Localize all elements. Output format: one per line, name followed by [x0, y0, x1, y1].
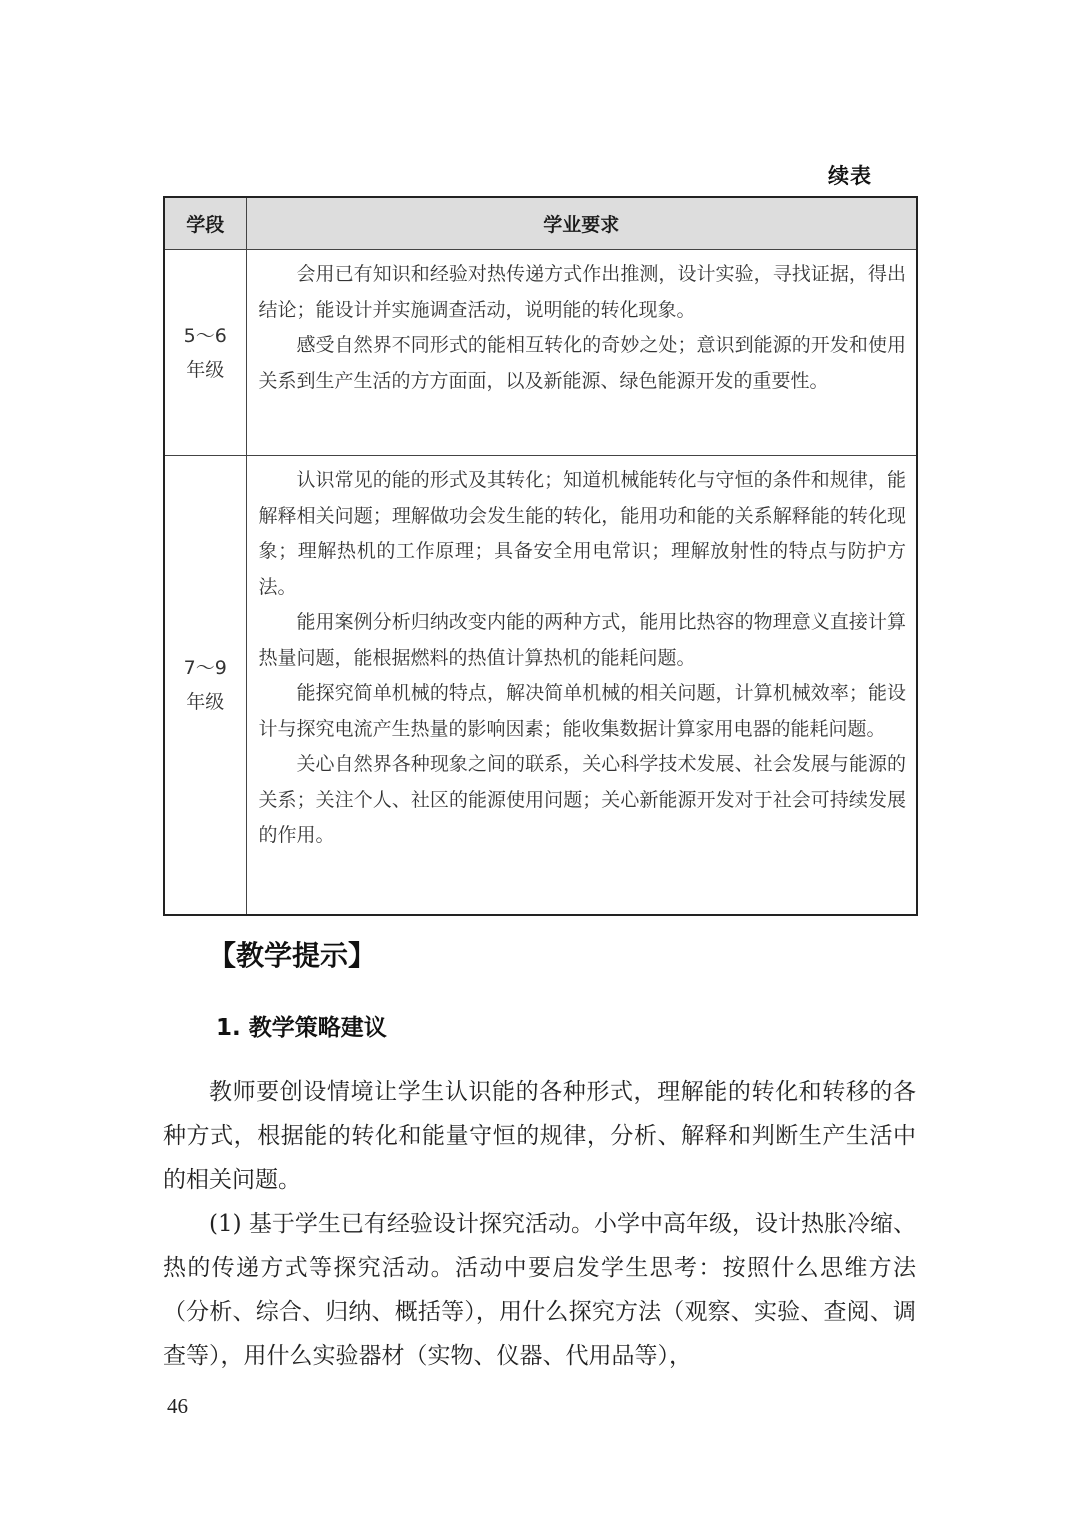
page-number: 46 — [167, 1394, 188, 1418]
body-paragraph: 教师要创设情境让学生认识能的各种形式，理解能的转化和转移的各种方式，根据能的转化和能量守恒的规律，分析、解释和判断生产生活中的相关问题。 — [163, 1079, 916, 1193]
stage-grade: 年级 — [186, 691, 225, 713]
requirement-paragraph: 关心自然界各种现象之间的联系，关心科学技术发展、社会发展与能源的关系；关注个人、社区的能源使用问题；关心新能源开发对于社会可持续发展的作用。 — [258, 753, 906, 846]
header-requirements: 学业要求 — [246, 197, 917, 250]
requirement-paragraph: 会用已有知识和经验对热传递方式作出推测，设计实验，寻找证据，得出结论；能设计并实施调查活动，说明能的转化现象。 — [258, 263, 906, 321]
subsection-title: 1. 教学策略建议 — [216, 1015, 387, 1041]
body-paragraph: (1) 基于学生已有经验设计探究活动。小学中高年级，设计热胀冷缩、热的传递方式等探究活动。活动中要启发学生思考：按照什么思维方法（分析、综合、归纳、概括等），用什么探究方法（观察、实验、查阅、调查等），用什么实验器材（实物、仪器、代用品等）， — [163, 1211, 916, 1369]
stage-cell — [164, 456, 246, 916]
table-row — [164, 456, 917, 916]
requirement-paragraph: 能探究简单机械的特点，解决简单机械的相关问题，计算机械效率；能设计与探究电流产生热量的影响因素；能收集数据计算家用电器的能耗问题。 — [258, 682, 906, 740]
stage-range: 5～6 — [183, 324, 227, 347]
stage-cell — [164, 250, 246, 456]
requirements-cell — [246, 250, 917, 456]
stage-grade: 年级 — [186, 358, 225, 381]
continued-table-label: 续表 — [828, 164, 872, 188]
requirements-cell — [246, 456, 917, 916]
requirement-paragraph: 认识常见的能的形式及其转化；知道机械能转化与守恒的条件和规律，能解释相关问题；理解做功会发生能的转化，能用功和能的关系解释能的转化现象；理解热机的工作原理；具备安全用电常识；理解放射性的特点与防护方法。 — [258, 469, 906, 598]
requirement-paragraph: 感受自然界不同形式的能相互转化的奇妙之处；意识到能源的开发和使用关系到生产生活的方方面面，以及新能源、绿色能源开发的重要性。 — [258, 334, 906, 392]
stage-range: 7～9 — [183, 657, 227, 679]
academic-requirements-table — [163, 196, 918, 916]
requirement-paragraph: 能用案例分析归纳改变内能的两种方式，能用比热容的物理意义直接计算热量问题，能根据燃料的热值计算热机的能耗问题。 — [258, 611, 906, 669]
table-header-row — [164, 197, 917, 250]
header-stage: 学段 — [164, 197, 246, 250]
body-text — [163, 1070, 916, 1378]
section-title: 【教学提示】 — [208, 939, 377, 972]
table-row — [164, 250, 917, 456]
